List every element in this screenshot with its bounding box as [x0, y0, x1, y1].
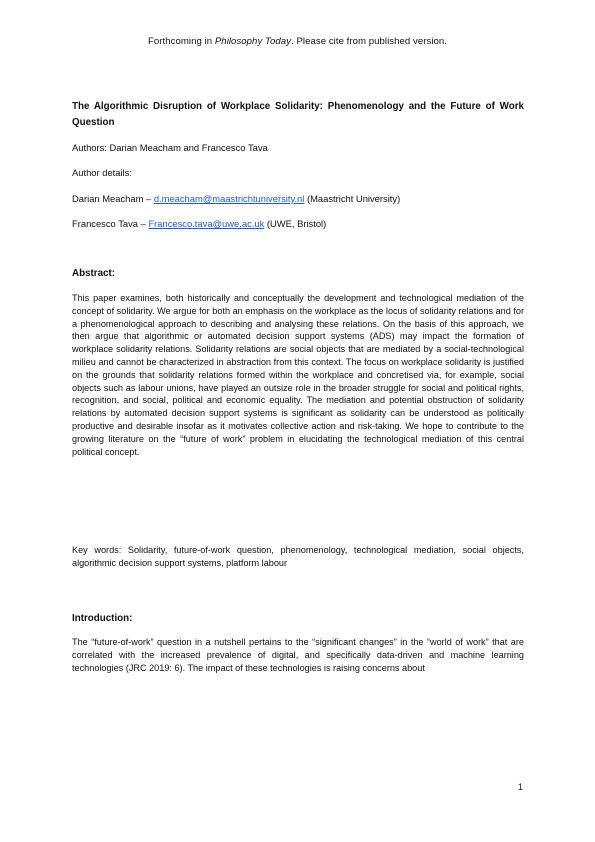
- abstract-heading: Abstract:: [72, 268, 116, 279]
- publication-notice-prefix: Forthcoming in: [147, 36, 215, 47]
- author-1-name: Darian Meacham –: [72, 193, 154, 204]
- author-1-email-link[interactable]: d.meacham@maastrichtuniversity.nl: [153, 193, 305, 204]
- paper-title: The Algorithmic Disruption of Workplace Solidarity: Phenomenology and the Future of Work Question: [72, 101, 524, 128]
- author-2-details: [72, 218, 326, 229]
- author-2-affiliation: (UWE, Bristol): [264, 218, 327, 229]
- keywords-text: Key words: Solidarity, future-of-work question, phenomenology, technological mediation, social objects, algorithmic decision support systems, platform labour: [72, 545, 524, 568]
- abstract-text: This paper examines, both historically and conceptually the development and technological mediation of the concept of solidarity. We argue for both an emphasis on the workplace as the locus of solidarity relations and for a phenomenological approach to describing and analysing these relations. On the basis of this approach, we then argue that algorithmic or automated decision support systems (ADS) may impact the formation of workplace solidarity relations. Solidarity relations are social objects that are mediated by a social-technological milieu and cannot be characterized in abstraction from this context. The focus on workplace solidarity is justified on the grounds that solidarity relations formed within the workplace and concretised via, for example, social objects such as labour unions, have played an outsize role in the broader struggle for social and political rights, recognition, and social, political and economic equality. The mediation and potential obstruction of solidarity relations by automated decision support systems is significant as solidarity can be understood as politically productive and desirable insofar as it motivates collective action and risk-taking. We hope to contribute to the growing literature on the “future of work” problem in elucidating the technological mediation of this central political concept.: [72, 293, 524, 457]
- author-details-label: Author details:: [72, 167, 132, 178]
- author-1-details: [72, 193, 400, 204]
- author-2-email-link[interactable]: Francesco.tava@uwe.ac.uk: [148, 218, 265, 229]
- publication-notice-suffix: . Please cite from published version.: [291, 36, 448, 47]
- introduction-heading: Introduction:: [72, 613, 133, 624]
- author-1-affiliation: (Maastricht University): [304, 193, 401, 204]
- introduction-text: The “future-of-work” question in a nutshell pertains to the “significant changes” in the “world of work” that are correlated with the increased prevalence of digital, and specifically data-driven and machine learning technologies (JRC 2019: 6). The impact of these technologies is raising concerns about: [72, 637, 524, 673]
- author-2-name: Francesco Tava –: [72, 218, 149, 229]
- authors-line: Authors: Darian Meacham and Francesco Tava: [72, 142, 268, 153]
- journal-name: Philosophy Today: [214, 36, 292, 47]
- publication-notice: [0, 36, 595, 47]
- page-number: 1: [517, 782, 523, 792]
